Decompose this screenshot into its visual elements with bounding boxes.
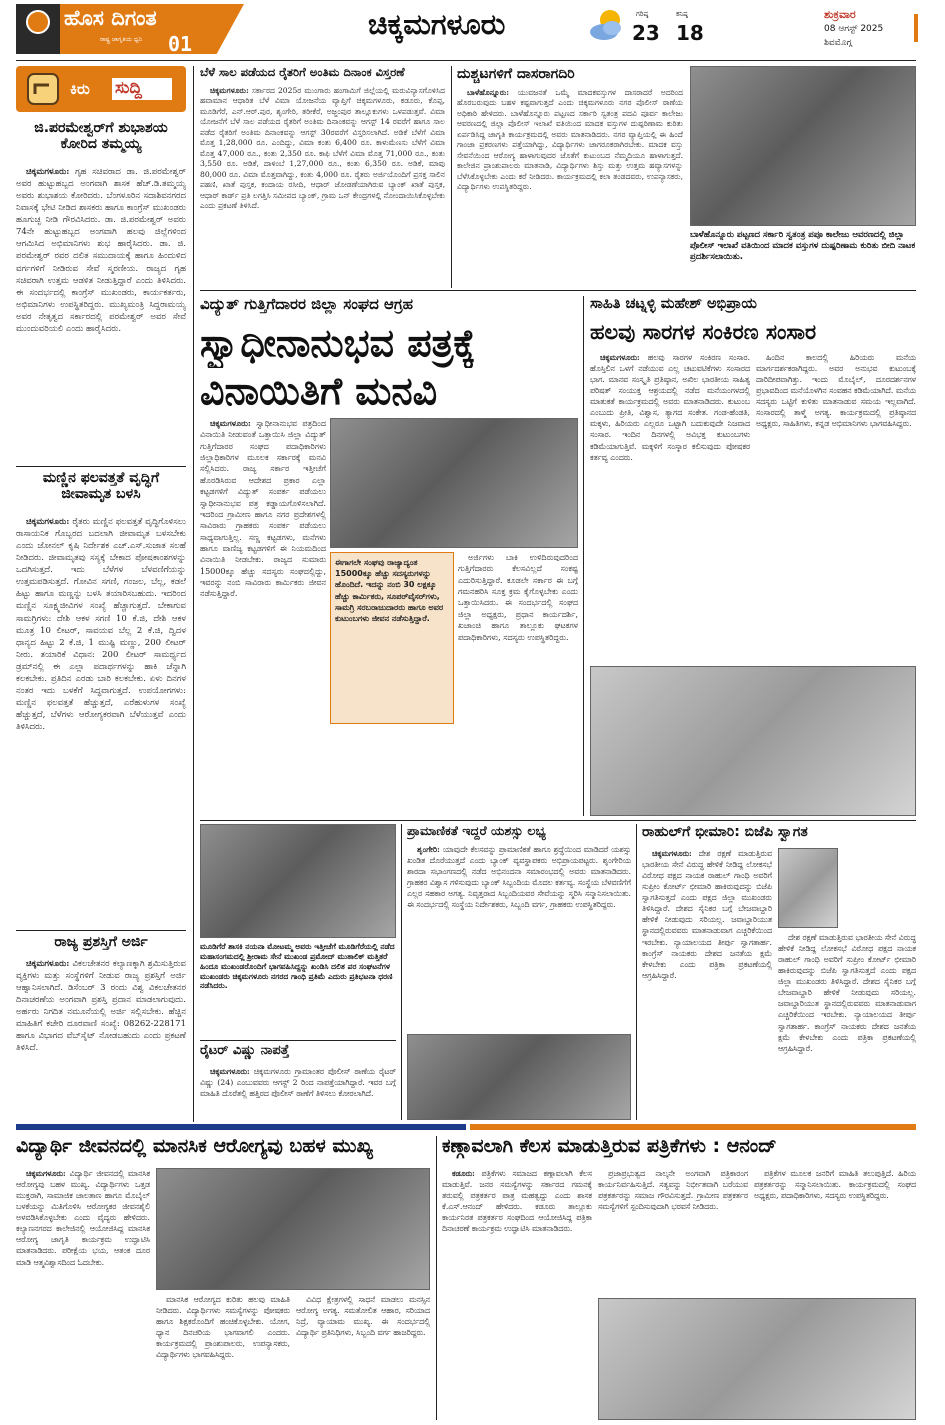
weather-icon — [588, 6, 628, 46]
lead-byline: ಚಿಕ್ಕಮಗಳೂರು: — [210, 418, 251, 428]
min-temp: 18 — [676, 22, 704, 45]
bottom-vertical-rule — [436, 1136, 437, 1420]
press-day-photo — [598, 1298, 916, 1420]
col2-story1-body: ಚಿಕ್ಕಮಗಳೂರು: ಸರ್ಕಾರದ 2025ರ ಮುಂಗಾರು ಹಂಗಾಮಿಗೆ ಜಿಲ್ಲೆಯಲ್ಲಿ ಮರುವಿನ್ಯಾಸಗೊಳಿಸಿದ ಹವಾಮಾನ ಆಧಾರಿತ ಬೆಳೆ ವಿಮಾ ಯೋಜನೆಯ ವ್ಯಾಪ್ತಿಗೆ ಚಿಕ್ಕಮಗಳೂರು, ಕಡೂರು, ಕೊಪ್ಪ, ಮೂಡಿಗೆರೆ, ಎನ್.ಆರ್.ಪುರ, ಶೃಂಗೇರಿ, ತರೀಕೆರೆ, ಅಜ್ಜಂಪುರ ತಾಲ್ಲೂಕುಗಳು ಒಳಪಡುತ್ತವೆ. ವಿಮಾ ಯೋಜನೆಗೆ ಬೆಳೆ ಸಾಲ ಪಡೆಯದ ರೈತರಿಗೆ ಅಂತಿಮ ದಿನಾಂಕವನ್ನು ಆಗಸ್ಟ್ 14 ರವರೆಗೆ ಹಾಗೂ ಸಾಲ ಪಡೆದ ರೈತರಿಗೆ ಅಂತಿಮ ದಿನಾಂಕವನ್ನು ಆಗಸ್ಟ್ 30ರವರೆಗೆ ವಿಸ್ತರಿಸಲಾಗಿದೆ. ಅಡಿಕೆ ಬೆಳೆಗೆ ವಿಮಾ ಮೊತ್ತ 1,28,000 ರೂ. ಎಂದಿದ್ದು, ವಿಮಾ ಕಂತು 6,400 ರೂ. ಕಾಳುಮೆಣಸು ಬೆಳೆಗೆ ವಿಮಾ ಮೊತ್ತ 47,000 ರೂ., ಕಂತು 2,350 ರೂ. ಕಾಫಿ ಬೆಳೆಗೆ ವಿಮಾ ಮೊತ್ತ 71,000 ರೂ., ಕಂತು 3,550 ರೂ. ಅಡಿಕೆ, ದಾಳಿಂಬೆ 1,27,000 ರೂ., ಕಂತು 6,350 ರೂ. ಅಡಿಕೆ, ಮಾವು 80,000 ರೂ. ವಿಮಾ ಮೊತ್ತವಾಗಿದ್ದು, ಕಂತು 4,000 ರೂ. ರೈತರು ಅರ್ಜಿಯೊಂದಿಗೆ ಪ್ರಸಕ್ತ ಸಾಲಿನ ಪಹಣಿ, ಖಾತೆ ಪುಸ್ತಕ, ಕಂದಾಯ ರಸೀದಿ, ಆಧಾರ್ ಜೋಡಣೆಯಾಗಿರುವ ಬ್ಯಾಂಕ್ ಖಾತೆ ಪುಸ್ತಕ, ಆಧಾರ್ ಕಾರ್ಡ್ ಪ್ರತಿ ಲಗತ್ತಿಸಿ ಸಮೀಪದ ಬ್ಯಾಂಕ್, ಗ್ರಾಮ ಒನ್ ಕೇಂದ್ರಗಳಲ್ಲಿ ನೋಂದಾಯಿಸಿಕೊಳ್ಳಬೇಕು ಎಂದು ಪ್ರಕಟಣೆ ತಿಳಿಸಿದೆ. — [200, 86, 445, 211]
mental-health-photo — [156, 1168, 430, 1290]
col1-story1-byline: ಚಿಕ್ಕಮಗಳೂರು: — [26, 167, 70, 177]
col2-vertical-rule — [451, 66, 452, 288]
col3-story1-title: ದುಶ್ಚಟಗಳಿಗೆ ದಾಸರಾಗದಿರಿ — [457, 66, 575, 82]
honesty-body: ಶೃಂಗೇರಿ: ಯಾವುದೇ ಕೆಲಸವನ್ನು ಪ್ರಾಮಾಣಿಕತೆ ಹಾಗೂ ಶ್ರದ್ಧೆಯಿಂದ ಮಾಡಿದರೆ ಯಶಸ್ಸು ಖಂಡಿತ ದೊರೆಯುತ್ತದೆ ಎಂದು ಬ್ಯಾಂಕ್ ವ್ಯವಸ್ಥಾಪಕರು ಅಭಿಪ್ರಾಯಪಟ್ಟರು. ಶೃಂಗೇರಿಯ ಶಾರದಾ ಸಭಾಂಗಣದಲ್ಲಿ ನಡೆದ ಅಭಿನಂದನಾ ಸಮಾರಂಭದಲ್ಲಿ ಅವರು ಮಾತನಾಡಿದರು. ಗ್ರಾಹಕರ ವಿಶ್ವಾಸ ಗಳಿಸುವುದು ಬ್ಯಾಂಕ್ ಸಿಬ್ಬಂದಿಯ ಮೊದಲ ಕರ್ತವ್ಯ. ಸಂಸ್ಥೆಯ ಬೆಳವಣಿಗೆಗೆ ಎಲ್ಲರ ಸಹಕಾರ ಅಗತ್ಯ. ನಿವೃತ್ತರಾದ ಸಿಬ್ಬಂದಿಯವರ ಸೇವೆಯನ್ನು ಸ್ಮರಿಸಿ ಸನ್ಮಾನಿಸಲಾಯಿತು. ಈ ಸಂದರ್ಭದಲ್ಲಿ ಸಂಸ್ಥೆಯ ನಿರ್ದೇಶಕರು, ಸಿಬ್ಬಂದಿ ವರ್ಗ, ಗ್ರಾಹಕರು ಉಪಸ್ಥಿತರಿದ್ದರು. — [407, 845, 631, 910]
mental-health-body-col1: ಚಿಕ್ಕಮಗಳೂರು: ವಿದ್ಯಾರ್ಥಿ ಜೀವನದಲ್ಲಿ ಮಾನಸಿಕ ಆರೋಗ್ಯವು ಬಹಳ ಮುಖ್ಯ. ವಿದ್ಯಾರ್ಥಿಗಳು ಒತ್ತಡ ಮುಕ್ತರಾಗಿ, ಸಾಮಾಜಿಕ ಜಾಲತಾಣ ಹಾಗೂ ಮೊಬೈಲ್ ಬಳಕೆಯನ್ನು ಮಿತಿಗೊಳಿಸಿ ಆರೋಗ್ಯಕರ ಜೀವನಶೈಲಿ ಅಳವಡಿಸಿಕೊಳ್ಳಬೇಕು ಎಂದು ವೈದ್ಯರು ಹೇಳಿದರು. ಕಲ್ಯಾಣನಗರದ ಕಾಲೇಜಿನಲ್ಲಿ ಆಯೋಜಿಸಿದ್ದ ಮಾನಸಿಕ ಆರೋಗ್ಯ ಜಾಗೃತಿ ಕಾರ್ಯಕ್ರಮ ಉದ್ಘಾಟಿಸಿ ಮಾತನಾಡಿದರು. ಪರೀಕ್ಷೆಯ ಭಯ, ಆತಂಕ ದೂರ ಮಾಡಿ ಆತ್ಮವಿಶ್ವಾಸದಿಂದ ಓದಬೇಕು. — [16, 1169, 150, 1267]
top-band-divider — [200, 290, 916, 291]
kiru-label-b: ಸುದ್ದಿ — [112, 78, 172, 100]
rahul-byline: ಚಿಕ್ಕಮಗಳೂರು: — [652, 849, 692, 858]
col1-story1-body: ಚಿಕ್ಕಮಗಳೂರು: ಗೃಹ ಸಚಿವರಾದ ಡಾ. ಜಿ.ಪರಮೇಶ್ವರ್ ಅವರ ಹುಟ್ಟುಹಬ್ಬದ ಅಂಗವಾಗಿ ಶಾಸಕ ಹೆಚ್.ಡಿ.ತಮ್ಮಯ್ಯ ಅವರು ಶುಭಾಶಯ ಕೋರಿದರು. ಬೆಂಗಳೂರಿನ ಸದಾಶಿವನಗರದ ನಿವಾಸಕ್ಕೆ ಭೇಟಿ ನೀಡಿದ ಶಾಸಕರು ಹಾಗೂ ಕಾಂಗ್ರೆಸ್ ಮುಖಂಡರು ಹೂಗುಚ್ಛ ನೀಡಿ ಗೌರವಿಸಿದರು. ಡಾ. ಜಿ.ಪರಮೇಶ್ವರ್ ಅವರು 74ನೇ ಹುಟ್ಟುಹಬ್ಬದ ಅಂಗವಾಗಿ ಹಲವು ಜಿಲ್ಲೆಗಳಿಂದ ಆಗಮಿಸಿದ ಅಭಿಮಾನಿಗಳು ಶುಭ ಹಾರೈಸಿದರು. ಡಾ. ಜಿ. ಪರಮೇಶ್ವರ್ ರವರ ದಲಿತ ಸಮುದಾಯಕ್ಕೆ ಹಾಗೂ ಹಿಂದುಳಿದ ವರ್ಗಗಳಿಗೆ ನೀಡಿರುವ ಸೇವೆ ಸ್ಮರಣೀಯ. ರಾಜ್ಯದ ಗೃಹ ಸಚಿವರಾಗಿ ಉತ್ತಮ ಆಡಳಿತ ನೀಡುತ್ತಿದ್ದಾರೆ ಎಂದು ತಿಳಿಸಿದರು. ಈ ಸಂದರ್ಭದಲ್ಲಿ ಕಾಂಗ್ರೆಸ್ ಮುಖಂಡರು, ಕಾರ್ಯಕರ್ತರು, ಅಭಿಮಾನಿಗಳು ಉಪಸ್ಥಿತರಿದ್ದರು. ಮುಖ್ಯಮಂತ್ರಿ ಸಿದ್ದರಾಮಯ್ಯ ಅವರ ನೇತೃತ್ವದ ಸರ್ಕಾರದಲ್ಲಿ ಪರಮೇಶ್ವರ್ ಅವರ ಸೇವೆ ಮುಂದುವರಿಯಲಿ ಎಂದು ಹಾರೈಸಿದರು. — [16, 167, 186, 334]
mid-band-divider — [200, 820, 916, 821]
mid-left-divider — [200, 1040, 396, 1041]
edition-title: ಚಿಕ್ಕಮಗಳೂರು — [368, 8, 506, 41]
mental-health-byline: ಚಿಕ್ಕಮಗಳೂರು: — [26, 1169, 66, 1178]
sahiti-body-column2: ಹಿಂದಿನ ಕಾಲದಲ್ಲಿ ಹಿರಿಯರು ಮನೆಯ ಮಾರ್ಗದರ್ಶಕರಾಗಿದ್ದರು. ಅವರ ಅನುಭವ ಕುಟುಂಬಕ್ಕೆ ದಾರಿದೀಪವಾಗಿತ್ತು. ಇಂದು ಮೊಬೈಲ್, ದೂರದರ್ಶನಗಳ ಪ್ರಭಾವದಿಂದ ಮನೆಯೊಳಗಿನ ಸಂವಹನ ಕಡಿಮೆಯಾಗಿದೆ. ಮನೆಯ ಸದಸ್ಯರು ಒಟ್ಟಿಗೆ ಕುಳಿತು ಮಾತನಾಡುವ ಸಮಯ ಇಲ್ಲವಾಗಿದೆ. ಸಂಸಾರದಲ್ಲಿ ತಾಳ್ಮೆ ಅಗತ್ಯ. ಕಾರ್ಯಕ್ರಮದಲ್ಲಿ ಪ್ರತಿಷ್ಠಾನದ ಅಧ್ಯಕ್ಷರು, ಸಾಹಿತಿಗಳು, ಕನ್ನಡ ಅಭಿಮಾನಿಗಳು ಭಾಗವಹಿಸಿದ್ದರು. — [756, 353, 916, 429]
col2-story1-byline: ಚಿಕ್ಕಮಗಳೂರು: — [210, 86, 249, 95]
lead-vertical-rule — [583, 296, 584, 816]
sahiti-kicker: ಸಾಹಿತಿ ಚಟ್ನಳ್ಳಿ ಮಹೇಶ್ ಅಭಿಪ್ರಾಯ — [590, 296, 757, 312]
masthead-city: ಶಿವಮೊಗ್ಗ — [824, 38, 852, 48]
masthead-rule — [16, 60, 916, 61]
lead-pull-quote: ಈಗಾಗಲೇ ಸಂಘವು ರಾಜ್ಯಾದ್ಯಂತ 15000ಕ್ಕೂ ಹೆಚ್ಚು ಸದಸ್ಯರುಗಳನ್ನು ಹೊಂದಿದೆ. ಇದನ್ನು ನಂಬಿ 30 ಲಕ್ಷಕ್ಕೂ ಹೆಚ್ಚು ಕಾರ್ಮಿಕರು, ಸೂಪರ್‌ವೈಸರ್‌ಗಳು, ಸಾಮಗ್ರಿ ಸರಬರಾಜುದಾರರು ಹಾಗೂ ಅವರ ಕುಟುಂಬಗಳು ಜೀವನ ನಡೆಸುತ್ತಿದ್ದಾರೆ. — [335, 558, 444, 623]
page-number: 01 — [168, 32, 193, 54]
mid-center-vertical-rule — [636, 824, 637, 1120]
rahul-body-column2: ದೇಶ ರಕ್ಷಣೆ ಮಾಡುತ್ತಿರುವ ಭಾರತೀಯ ಸೇನೆ ವಿರುದ್ಧ ಹೇಳಿಕೆ ನೀಡಿದ್ದ ಲೋಕಸಭೆ ವಿರೋಧ ಪಕ್ಷದ ನಾಯಕ ರಾಹುಲ್ ಗಾಂಧಿ ಅವರಿಗೆ ಸುಪ್ರೀಂ ಕೋರ್ಟ್ ಛೀಮಾರಿ ಹಾಕಿರುವುದನ್ನು ಬಿಜೆಪಿ ಸ್ವಾಗತಿಸುತ್ತದೆ ಎಂದು ಪಕ್ಷದ ಜಿಲ್ಲಾ ಮುಖಂಡರು ತಿಳಿಸಿದ್ದಾರೆ. ದೇಶದ ಸೈನಿಕರ ಬಗ್ಗೆ ಬೇಜವಾಬ್ದಾರಿ ಹೇಳಿಕೆ ನೀಡುವುದು ಸರಿಯಲ್ಲ. ಜವಾಬ್ದಾರಿಯುತ ಸ್ಥಾನದಲ್ಲಿರುವವರು ಮಾತನಾಡುವಾಗ ಎಚ್ಚರಿಕೆಯಿಂದ ಇರಬೇಕು. ನ್ಯಾಯಾಲಯದ ತೀರ್ಪು ಸ್ವಾಗತಾರ್ಹ. ಕಾಂಗ್ರೆಸ್ ನಾಯಕರು ದೇಶದ ಜನತೆಯ ಕ್ಷಮೆ ಕೇಳಬೇಕು ಎಂದು ಪತ್ರಿಕಾ ಪ್ರಕಟಣೆಯಲ್ಲಿ ಆಗ್ರಹಿಸಿದ್ದಾರೆ. — [778, 933, 916, 1053]
col1-story1-title: ಜಿ.ಪರಮೇಶ್ವರ್‌ಗೆ ಶುಭಾಶಯ ಕೋರಿದ ತಮ್ಮಯ್ಯ — [34, 120, 168, 153]
rahul-title: ರಾಹುಲ್‌ಗೆ ಭೀಮಾರಿ: ಬಿಜೆಪಿ ಸ್ವಾಗತ — [642, 824, 808, 840]
rahul-body-column1: ಚಿಕ್ಕಮಗಳೂರು: ದೇಶ ರಕ್ಷಣೆ ಮಾಡುತ್ತಿರುವ ಭಾರತೀಯ ಸೇನೆ ವಿರುದ್ಧ ಹೇಳಿಕೆ ನೀಡಿದ್ದ ಲೋಕಸಭೆ ವಿರೋಧ ಪಕ್ಷದ ನಾಯಕ ರಾಹುಲ್ ಗಾಂಧಿ ಅವರಿಗೆ ಸುಪ್ರೀಂ ಕೋರ್ಟ್ ಛೀಮಾರಿ ಹಾಕಿರುವುದನ್ನು ಬಿಜೆಪಿ ಸ್ವಾಗತಿಸುತ್ತದೆ ಎಂದು ಪಕ್ಷದ ಜಿಲ್ಲಾ ಮುಖಂಡರು ತಿಳಿಸಿದ್ದಾರೆ. ದೇಶದ ಸೈನಿಕರ ಬಗ್ಗೆ ಬೇಜವಾಬ್ದಾರಿ ಹೇಳಿಕೆ ನೀಡುವುದು ಸರಿಯಲ್ಲ. ಜವಾಬ್ದಾರಿಯುತ ಸ್ಥಾನದಲ್ಲಿರುವವರು ಮಾತನಾಡುವಾಗ ಎಚ್ಚರಿಕೆಯಿಂದ ಇರಬೇಕು. ನ್ಯಾಯಾಲಯದ ತೀರ್ಪು ಸ್ವಾಗತಾರ್ಹ. ಕಾಂಗ್ರೆಸ್ ನಾಯಕರು ದೇಶದ ಜನತೆಯ ಕ್ಷಮೆ ಕೇಳಬೇಕು ಎಂದು ಪತ್ರಿಕಾ ಪ್ರಕಟಣೆಯಲ್ಲಿ ಆಗ್ರಹಿಸಿದ್ದಾರೆ. — [642, 849, 772, 980]
max-temp: 23 — [632, 22, 660, 45]
paper-tagline: ರಾಷ್ಟ್ರ ಜಾಗೃತಿಯ ಧ್ವನಿ — [100, 36, 143, 43]
bottom-band-blue-bar — [16, 1124, 466, 1130]
bottom-band-orange-bar — [470, 1124, 916, 1130]
paper-name: ಹೊಸ ದಿಗಂತ — [64, 6, 157, 30]
lead-body-column2: ಅರ್ಜಿಗಳು ಬಾಕಿ ಉಳಿದಿರುವುದರಿಂದ ಗುತ್ತಿಗೆದಾರರು ಕೆಲಸವಿಲ್ಲದೆ ಸಂಕಷ್ಟ ಎದುರಿಸುತ್ತಿದ್ದಾರೆ. ಕೂಡಲೇ ಸರ್ಕಾರ ಈ ಬಗ್ಗೆ ಗಮನಹರಿಸಿ ಸೂಕ್ತ ಕ್ರಮ ಕೈಗೊಳ್ಳಬೇಕು ಎಂದು ಒತ್ತಾಯಿಸಿದರು. ಈ ಸಂದರ್ಭದಲ್ಲಿ ಸಂಘದ ಜಿಲ್ಲಾ ಅಧ್ಯಕ್ಷರು, ಪ್ರಧಾನ ಕಾರ್ಯದರ್ಶಿ, ಖಜಾಂಚಿ ಹಾಗೂ ತಾಲ್ಲೂಕು ಘಟಕಗಳ ಪದಾಧಿಕಾರಿಗಳು, ಸದಸ್ಯರು ಉಪಸ್ಥಿತರಿದ್ದರು. — [458, 553, 578, 642]
min-temp-label: ಕನಿಷ್ಠ — [676, 10, 688, 18]
lead-headline-line1: ಸ್ವಾಧೀನಾನುಭವ ಪತ್ರಕ್ಕೆ — [200, 322, 476, 365]
masthead-date: 08 ಆಗಸ್ಟ್ 2025 — [824, 24, 884, 34]
honesty-event-photo — [407, 1034, 631, 1120]
lead-body-column1: ಚಿಕ್ಕಮಗಳೂರು: ಸ್ವಾಧೀನಾನುಭವ ಪತ್ರದಿಂದ ವಿನಾಯಿತಿ ನೀಡುವಂತೆ ಒತ್ತಾಯಿಸಿ ಜಿಲ್ಲಾ ವಿದ್ಯುತ್ ಗುತ್ತಿಗೆದಾರರ ಸಂಘದ ಪದಾಧಿಕಾರಿಗಳು ಜಿಲ್ಲಾಧಿಕಾರಿಗಳ ಮೂಲಕ ಸರ್ಕಾರಕ್ಕೆ ಮನವಿ ಸಲ್ಲಿಸಿದರು. ರಾಜ್ಯ ಸರ್ಕಾರ ಇತ್ತೀಚೆಗೆ ಹೊರಡಿಸಿರುವ ಆದೇಶದ ಪ್ರಕಾರ ಎಲ್ಲಾ ಕಟ್ಟಡಗಳಿಗೆ ವಿದ್ಯುತ್ ಸಂಪರ್ಕ ಪಡೆಯಲು ಸ್ವಾಧೀನಾನುಭವ ಪತ್ರ ಕಡ್ಡಾಯಗೊಳಿಸಲಾಗಿದೆ. ಇದರಿಂದ ಗ್ರಾಮೀಣ ಹಾಗೂ ನಗರ ಪ್ರದೇಶಗಳಲ್ಲಿ ಸಾವಿರಾರು ಗ್ರಾಹಕರು ಸಂಪರ್ಕ ಪಡೆಯಲು ಸಾಧ್ಯವಾಗುತ್ತಿಲ್ಲ. ಸಣ್ಣ ಕಟ್ಟಡಗಳು, ಮನೆಗಳು ಹಾಗೂ ವಾಣಿಜ್ಯ ಕಟ್ಟಡಗಳಿಗೆ ಈ ನಿಯಮದಿಂದ ವಿನಾಯಿತಿ ನೀಡಬೇಕು. ರಾಜ್ಯದ ಸುಮಾರು 15000ಕ್ಕೂ ಹೆಚ್ಚು ಸದಸ್ಯರು ಸಂಘದಲ್ಲಿದ್ದು, ಇವರನ್ನು ನಂಬಿ ಸಾವಿರಾರು ಕಾರ್ಮಿಕರು ಜೀವನ ನಡೆಸುತ್ತಿದ್ದಾರೆ. — [200, 418, 326, 599]
writer-missing-byline: ಚಿಕ್ಕಮಗಳೂರು: — [210, 1067, 250, 1076]
bjp-leader-portrait — [778, 848, 838, 928]
col1-story3-title: ರಾಜ್ಯ ಪ್ರಶಸ್ತಿಗೆ ಅರ್ಜಿ — [54, 934, 148, 950]
masthead — [0, 0, 945, 62]
col1-story3-byline: ಚಿಕ್ಕಮಗಳೂರು: — [26, 959, 70, 969]
col2-story1-title: ಬೆಳೆ ಸಾಲ ಪಡೆಯದ ರೈತರಿಗೆ ಅಂತಿಮ ದಿನಾಂಕ ವಿಸ್ತರಣೆ — [200, 66, 405, 79]
col3-story1-body: ಬಾಳೆಹೊನ್ನೂರು: ಯುವಜನತೆ ಒಮ್ಮೆ ಮಾದಕವಸ್ತುಗಳ ದಾಸರಾದರೆ ಅದರಿಂದ ಹೊರಬರುವುದು ಬಹಳ ಕಷ್ಟವಾಗುತ್ತದೆ ಎಂದು ಚಿಕ್ಕಮಗಳೂರು ನಗರ ಪೊಲೀಸ್ ಠಾಣೆಯ ಅಧಿಕಾರಿ ಹೇಳಿದರು. ಬಾಳೆಹೊನ್ನೂರು ಪಟ್ಟಣದ ಸರ್ಕಾರಿ ಸ್ವತಂತ್ರ ಪದವಿ ಪೂರ್ವ ಕಾಲೇಜು ಆವರಣದಲ್ಲಿ ಜಿಲ್ಲಾ ಪೊಲೀಸ್ ಇಲಾಖೆ ವತಿಯಿಂದ ಮಾದಕ ವಸ್ತುಗಳ ದುಷ್ಪರಿಣಾಮ ಕುರಿತು ಏರ್ಪಡಿಸಿದ್ದ ಜಾಗೃತಿ ಕಾರ್ಯಕ್ರಮದಲ್ಲಿ ಅವರು ಮಾತನಾಡಿದರು. ನಗರ ವ್ಯಾಪ್ತಿಯಲ್ಲಿ ಈ ಹಿಂದೆ ಗಾಂಜಾ ಪ್ರಕರಣಗಳು ಪತ್ತೆಯಾಗಿದ್ದು, ವಿದ್ಯಾರ್ಥಿಗಳು ಜಾಗರೂಕರಾಗಿರಬೇಕು. ಮಾದಕ ವಸ್ತು ಸೇವನೆಯಿಂದ ಆರೋಗ್ಯ ಹಾಳಾಗುವುದರ ಜೊತೆಗೆ ಕುಟುಂಬದ ನೆಮ್ಮದಿಯೂ ಹಾಳಾಗುತ್ತದೆ. ಕಾಲೇಜಿನ ಪ್ರಾಂಶುಪಾಲರು ಮಾತನಾಡಿ, ವಿದ್ಯಾರ್ಥಿಗಳು ಶಿಸ್ತು ಮತ್ತು ಉತ್ತಮ ಹವ್ಯಾಸಗಳನ್ನು ಬೆಳೆಸಿಕೊಳ್ಳಬೇಕು ಎಂದು ಕರೆ ನೀಡಿದರು. ಕಾರ್ಯಕ್ರಮದಲ್ಲಿ ಕಲಾ ತಂಡದವರು, ಉಪನ್ಯಾಸಕರು, ವಿದ್ಯಾರ್ಥಿಗಳು ಉಪಸ್ಥಿತರಿದ್ದರು. — [457, 88, 683, 192]
lead-headline-line2: ವಿನಾಯಿತಿಗೆ ಮನವಿ — [200, 370, 438, 413]
newspapers-body-col2: ಪ್ರಜಾಪ್ರಭುತ್ವದ ನಾಲ್ಕನೇ ಅಂಗವಾಗಿ ಪತ್ರಿಕಾರಂಗ ಕಾರ್ಯನಿರ್ವಹಿಸುತ್ತಿದೆ. ಸತ್ಯವನ್ನು ನಿರ್ಭೀತವಾಗಿ ಬರೆಯುವ ಪತ್ರಕರ್ತರನ್ನು ಸಮಾಜ ಗೌರವಿಸುತ್ತದೆ. ಗ್ರಾಮೀಣ ಪತ್ರಕರ್ತರ ಸಮಸ್ಯೆಗಳಿಗೆ ಸ್ಪಂದಿಸುವುದಾಗಿ ಭರವಸೆ ನೀಡಿದರು. — [598, 1169, 748, 1212]
lead-kicker: ವಿದ್ಯುತ್ ಗುತ್ತಿಗೆದಾರರ ಜಿಲ್ಲಾ ಸಂಘದ ಆಗ್ರಹ — [200, 296, 414, 313]
honesty-byline: ಶೃಂಗೇರಿ: — [417, 845, 440, 854]
col1-story2-body: ಚಿಕ್ಕಮಗಳೂರು: ರೈತರು ಮಣ್ಣಿನ ಫಲವತ್ತತೆ ವೃದ್ಧಿಗೊಳಿಸಲು ರಾಸಾಯನಿಕ ಗೊಬ್ಬರದ ಬದಲಾಗಿ ಜೀವಾಮೃತ ಬಳಸಬೇಕು ಎಂದು ಜೋನಲ್ ಕೃಷಿ ನಿರ್ದೇಶಕ ಎಚ್.ಎಸ್.ಸುಜಾತ ಸಲಹೆ ನೀಡಿದರು. ಜೀವಾಮೃತವು ಸಸ್ಯಕ್ಕೆ ಬೇಕಾದ ಪೋಷಕಾಂಶಗಳನ್ನು ಒದಗಿಸುತ್ತದೆ. ಇದು ಬೆಳೆಗಳ ಬೆಳವಣಿಗೆಯನ್ನು ಉತ್ತಮಪಡಿಸುತ್ತದೆ. ಗೋವಿನ ಸಗಣಿ, ಗಂಜಲ, ಬೆಲ್ಲ, ಕಡಲೆ ಹಿಟ್ಟು ಹಾಗೂ ಮಣ್ಣನ್ನು ಬಳಸಿ ತಯಾರಿಸಬಹುದು. ಇದರಿಂದ ಮಣ್ಣಿನ ಸೂಕ್ಷ್ಮಜೀವಿಗಳ ಸಂಖ್ಯೆ ಹೆಚ್ಚಾಗುತ್ತದೆ. ಬೇಕಾಗುವ ಸಾಮಗ್ರಿಗಳು: ದೇಶಿ ಆಕಳ ಸಗಣಿ 10 ಕೆ.ಜಿ, ದೇಶಿ ಆಕಳ ಮೂತ್ರ 10 ಲೀಟರ್, ಸಾವಯವ ಬೆಲ್ಲ 2 ಕೆ.ಜಿ, ದ್ವಿದಳ ಧಾನ್ಯದ ಹಿಟ್ಟು 2 ಕೆ.ಜಿ, 1 ಮುಷ್ಟಿ ಮಣ್ಣು, 200 ಲೀಟರ್ ನೀರು. ತಯಾರಿಕೆ ವಿಧಾನ: 200 ಲೀಟರ್ ಸಾಮರ್ಥ್ಯದ ಡ್ರಮ್‌ನಲ್ಲಿ ಈ ಎಲ್ಲಾ ಪದಾರ್ಥಗಳನ್ನು ಹಾಕಿ ಚೆನ್ನಾಗಿ ಕಲಕಬೇಕು. ಪ್ರತಿದಿನ ಎರಡು ಬಾರಿ ಕಲಕಬೇಕು. ಏಳು ದಿನಗಳ ನಂತರ ಇದು ಬಳಕೆಗೆ ಸಿದ್ಧವಾಗುತ್ತದೆ. ಉಪಯೋಗಗಳು: ಮಣ್ಣಿನ ಫಲವತ್ತತೆ ಹೆಚ್ಚುತ್ತದೆ, ಎರೆಹುಳುಗಳ ಸಂಖ್ಯೆ ಹೆಚ್ಚುತ್ತದೆ, ಬೆಳೆಗಳು ಆರೋಗ್ಯಕರವಾಗಿ ಬೆಳೆಯುತ್ತವೆ ಎಂದು ತಿಳಿಸಿದರು. — [16, 517, 186, 733]
col1-divider-1 — [16, 466, 186, 467]
paper-emblem-icon — [26, 10, 50, 34]
writer-missing-body: ಚಿಕ್ಕಮಗಳೂರು: ಚಿಕ್ಕಮಗಳೂರು ಗ್ರಾಮಾಂತರ ಪೊಲೀಸ್ ಠಾಣೆಯ ರೈಟರ್ ವಿಷ್ಣು (24) ಎಂಬುವವರು ಆಗಸ್ಟ್ 2 ರಿಂದ ನಾಪತ್ತೆಯಾಗಿದ್ದಾರೆ. ಇವರ ಬಗ್ಗೆ ಮಾಹಿತಿ ದೊರೆತಲ್ಲಿ ಹತ್ತಿರದ ಪೊಲೀಸ್ ಠಾಣೆಗೆ ತಿಳಿಸಲು ಕೋರಲಾಗಿದೆ. — [200, 1067, 396, 1099]
sahiti-body-column1: ಚಿಕ್ಕಮಗಳೂರು: ಹಲವು ಸಾರಗಳ ಸಂಕಿರಣ ಸಂಸಾರ. ಹೊಸ್ತಿಲಿನ ಒಳಗೆ ನಡೆಯುವ ಎಲ್ಲ ಚಟುವಟಿಕೆಗಳು ಸಂಸಾರದ ಭಾಗ. ಮಾನವ ಸಂಸ್ಕೃತಿ ಪ್ರತಿಷ್ಠಾನ, ಅಖಿಲ ಭಾರತೀಯ ಸಾಹಿತ್ಯ ಪರಿಷತ್ ಸಂಯುಕ್ತ ಆಶ್ರಯದಲ್ಲಿ ನಡೆದ ಮನೆಯಂಗಳದಲ್ಲಿ ಮಾತುಕತೆ ಕಾರ್ಯಕ್ರಮದಲ್ಲಿ ಅವರು ಮಾತನಾಡಿದರು. ಕುಟುಂಬ ಎಂಬುದು ಪ್ರೀತಿ, ವಿಶ್ವಾಸ, ತ್ಯಾಗದ ಸಂಕೇತ. ಗಂಡ-ಹೆಂಡತಿ, ಮಕ್ಕಳು, ಹಿರಿಯರು ಎಲ್ಲರೂ ಒಟ್ಟಾಗಿ ಬದುಕುವುದೇ ನಿಜವಾದ ಸಂಸಾರ. ಇಂದಿನ ದಿನಗಳಲ್ಲಿ ಅವಿಭಕ್ತ ಕುಟುಂಬಗಳು ಕಡಿಮೆಯಾಗುತ್ತಿವೆ. ಮಕ್ಕಳಿಗೆ ಸಂಸ್ಕಾರ ಕಲಿಸುವುದು ಪೋಷಕರ ಕರ್ತವ್ಯ ಎಂದರು. — [590, 353, 750, 462]
col1-story2-title: ಮಣ್ಣಿನ ಫಲವತ್ತತೆ ವೃದ್ಧಿಗೆ ಜೀವಾಮೃತ ಬಳಸಿ — [42, 470, 160, 503]
sahiti-event-photo — [590, 666, 916, 816]
col1-story2-byline: ಚಿಕ್ಕಮಗಳೂರು: — [26, 517, 70, 527]
newspapers-body-col3: ಪತ್ರಿಕೆಗಳ ಮೂಲಕ ಜನರಿಗೆ ಮಾಹಿತಿ ತಲುಪುತ್ತಿದೆ. ಹಿರಿಯ ಪತ್ರಕರ್ತರನ್ನು ಸನ್ಮಾನಿಸಲಾಯಿತು. ಕಾರ್ಯಕ್ರಮದಲ್ಲಿ ಸಂಘದ ಅಧ್ಯಕ್ಷರು, ಪದಾಧಿಕಾರಿಗಳು, ಸದಸ್ಯರು ಉಪಸ್ಥಿತರಿದ್ದರು. — [754, 1169, 916, 1201]
street-play-photo-caption: ಬಾಳೆಹೊನ್ನೂರು ಪಟ್ಟಣದ ಸರ್ಕಾರಿ ಸ್ವತಂತ್ರ ಪಪೂ ಕಾಲೇಜು ಆವರಣದಲ್ಲಿ ಜಿಲ್ಲಾ ಪೊಲೀಸ್ ಇಲಾಖೆ ವತಿಯಿಂದ ಮಾದಕ ವಸ್ತುಗಳ ದುಷ್ಪರಿಣಾಮ ಕುರಿತು ಬೀದಿ ನಾಟಕ ಪ್ರದರ್ಶಿಸಲಾಯಿತು. — [690, 230, 916, 263]
honesty-title: ಪ್ರಾಮಾಣಿಕತೆ ಇದ್ದರೆ ಯಶಸ್ಸು ಲಭ್ಯ — [407, 824, 546, 838]
kiru-label-a: ಕಿರು — [70, 80, 90, 98]
col1-story3-body: ಚಿಕ್ಕಮಗಳೂರು: ವಿಕಲಚೇತನರ ಕಲ್ಯಾಣಕ್ಕಾಗಿ ಶ್ರಮಿಸುತ್ತಿರುವ ವ್ಯಕ್ತಿಗಳು ಮತ್ತು ಸಂಸ್ಥೆಗಳಿಗೆ ನೀಡುವ ರಾಜ್ಯ ಪ್ರಶಸ್ತಿಗೆ ಅರ್ಜಿ ಆಹ್ವಾನಿಸಲಾಗಿದೆ. ಡಿಸೆಂಬರ್ 3 ರಂದು ವಿಶ್ವ ವಿಕಲಚೇತನರ ದಿನಾಚರಣೆಯ ಅಂಗವಾಗಿ ಪ್ರಶಸ್ತಿ ಪ್ರದಾನ ಮಾಡಲಾಗುವುದು. ಅರ್ಹರು ನಿಗದಿತ ನಮೂನೆಯಲ್ಲಿ ಅರ್ಜಿ ಸಲ್ಲಿಸಬೇಕು. ಹೆಚ್ಚಿನ ಮಾಹಿತಿಗೆ ಕಚೇರಿ ದೂರವಾಣಿ ಸಂಖ್ಯೆ: 08262-228171 ಹಾಗೂ ವಿಭಾಗದ ವೆಬ್‌ಸೈಟ್ ನೋಡಬಹುದು ಎಂದು ಪ್ರಕಟಣೆ ತಿಳಿಸಿದೆ. — [16, 959, 186, 1054]
masthead-day: ಶುಕ್ರವಾರ — [824, 8, 856, 21]
writer-missing-title: ರೈಟರ್ ವಿಷ್ಣು ನಾಪತ್ತೆ — [200, 1044, 290, 1058]
protest-photo-caption: ಮೂಡಿಗೆರೆ ಶಾಸಕಿ ನಯನಾ ಮೋಟಮ್ಮ ಅವರು ಇತ್ತೀಚೆಗೆ ಮೂಡಿಗೆರೆಯಲ್ಲಿ ನಡೆದ ಮಹಾಸಂಗಮದಲ್ಲಿ ಶ್ರೀರಾಮ ಸೇನೆ ಮುಖಂಡ ಪ್ರಮೋದ್ ಮುತಾಲಿಕ್ ಮತ್ತಿತರೆ ಹಿಂದೂ ಮುಖಂಡರೊಂದಿಗೆ ಭಾಗವಹಿಸಿದ್ದನ್ನು ಖಂಡಿಸಿ ದಲಿತ ಪರ ಸಂಘಟನೆಗಳ ಮುಖಂಡರು ಚಿಕ್ಕಮಗಳೂರು ನಗರದ ಗಾಂಧಿ ಪ್ರತಿಮೆ ಎದುರು ಪ್ರತಿಭಟನಾ ಧರಣಿ ನಡೆಸಿದರು. — [200, 942, 395, 991]
newspapers-byline: ಕಡೂರು: — [452, 1169, 475, 1178]
protest-photo — [200, 824, 396, 938]
street-play-photo — [690, 66, 916, 226]
masthead-accent-bar — [914, 14, 918, 42]
max-temp-label: ಗರಿಷ್ಠ — [636, 10, 649, 18]
lead-pull-quote-box — [330, 552, 454, 724]
mental-health-body-col3: ವಿವಿಧ ಕ್ಷೇತ್ರಗಳಲ್ಲಿ ಸಾಧನೆ ಮಾಡಲು ಮನಸ್ಸಿನ ಆರೋಗ್ಯ ಅಗತ್ಯ. ಸಮತೋಲಿತ ಆಹಾರ, ಸರಿಯಾದ ನಿದ್ರೆ, ವ್ಯಾಯಾಮ ಮುಖ್ಯ. ಈ ಸಂದರ್ಭದಲ್ಲಿ ವಿದ್ಯಾರ್ಥಿ ಪ್ರತಿನಿಧಿಗಳು, ಸಿಬ್ಬಂದಿ ವರ್ಗ ಹಾಜರಿದ್ದರು. — [296, 1295, 430, 1338]
lead-memorandum-photo — [330, 418, 578, 548]
mental-health-body-col2: ಮಾನಸಿಕ ಆರೋಗ್ಯದ ಕುರಿತು ಹಲವು ಮಾಹಿತಿ ನೀಡಿದರು. ವಿದ್ಯಾರ್ಥಿಗಳು ಸಮಸ್ಯೆಗಳನ್ನು ಪೋಷಕರು ಹಾಗೂ ಶಿಕ್ಷಕರೊಂದಿಗೆ ಹಂಚಿಕೊಳ್ಳಬೇಕು. ಯೋಗ, ಧ್ಯಾನ ದಿನಚರಿಯ ಭಾಗವಾಗಲಿ ಎಂದರು. ಕಾರ್ಯಕ್ರಮದಲ್ಲಿ ಪ್ರಾಂಶುಪಾಲರು, ಉಪನ್ಯಾಸಕರು, ವಿದ್ಯಾರ್ಥಿಗಳು ಭಾಗವಹಿಸಿದ್ದರು. — [156, 1295, 290, 1360]
newspapers-body-col1: ಕಡೂರು: ಪತ್ರಿಕೆಗಳು ಸಮಾಜದ ಕಣ್ಗಾವಲಾಗಿ ಕೆಲಸ ಮಾಡುತ್ತಿವೆ. ಜನರ ಸಮಸ್ಯೆಗಳನ್ನು ಸರ್ಕಾರದ ಗಮನಕ್ಕೆ ತರುವಲ್ಲಿ ಪತ್ರಕರ್ತರ ಪಾತ್ರ ಮಹತ್ವದ್ದು ಎಂದು ಶಾಸಕ ಕೆ.ಎಸ್.ಆನಂದ್ ಹೇಳಿದರು. ಕಡೂರು ತಾಲ್ಲೂಕು ಕಾರ್ಯನಿರತ ಪತ್ರಕರ್ತರ ಸಂಘದಿಂದ ಆಯೋಜಿಸಿದ್ದ ಪತ್ರಿಕಾ ದಿನಾಚರಣೆ ಕಾರ್ಯಕ್ರಮ ಉದ್ಘಾಟಿಸಿ ಮಾತನಾಡಿದರು. — [442, 1169, 592, 1234]
sahiti-byline: ಚಿಕ್ಕಮಗಳೂರು: — [600, 353, 640, 362]
col1-vertical-rule — [193, 66, 194, 1122]
mental-health-title: ವಿದ್ಯಾರ್ಥಿ ಜೀವನದಲ್ಲಿ ಮಾನಸಿಕ ಆರೋಗ್ಯವು ಬಹಳ ಮುಖ್ಯ — [16, 1136, 373, 1157]
newspapers-title: ಕಣ್ಗಾವಲಾಗಿ ಕೆಲಸ ಮಾಡುತ್ತಿರುವ ಪತ್ರಿಕೆಗಳು : ಆನಂದ್ — [442, 1136, 777, 1157]
sahiti-headline: ಹಲವು ಸಾರಗಳ ಸಂಕಿರಣ ಸಂಸಾರ — [590, 320, 817, 344]
col1-divider-2 — [16, 930, 186, 931]
pointing-hand-icon — [24, 70, 62, 108]
mid-left-vertical-rule — [401, 824, 402, 1120]
col3-story1-byline: ಬಾಳೆಹೊನ್ನೂರು: — [467, 88, 510, 97]
